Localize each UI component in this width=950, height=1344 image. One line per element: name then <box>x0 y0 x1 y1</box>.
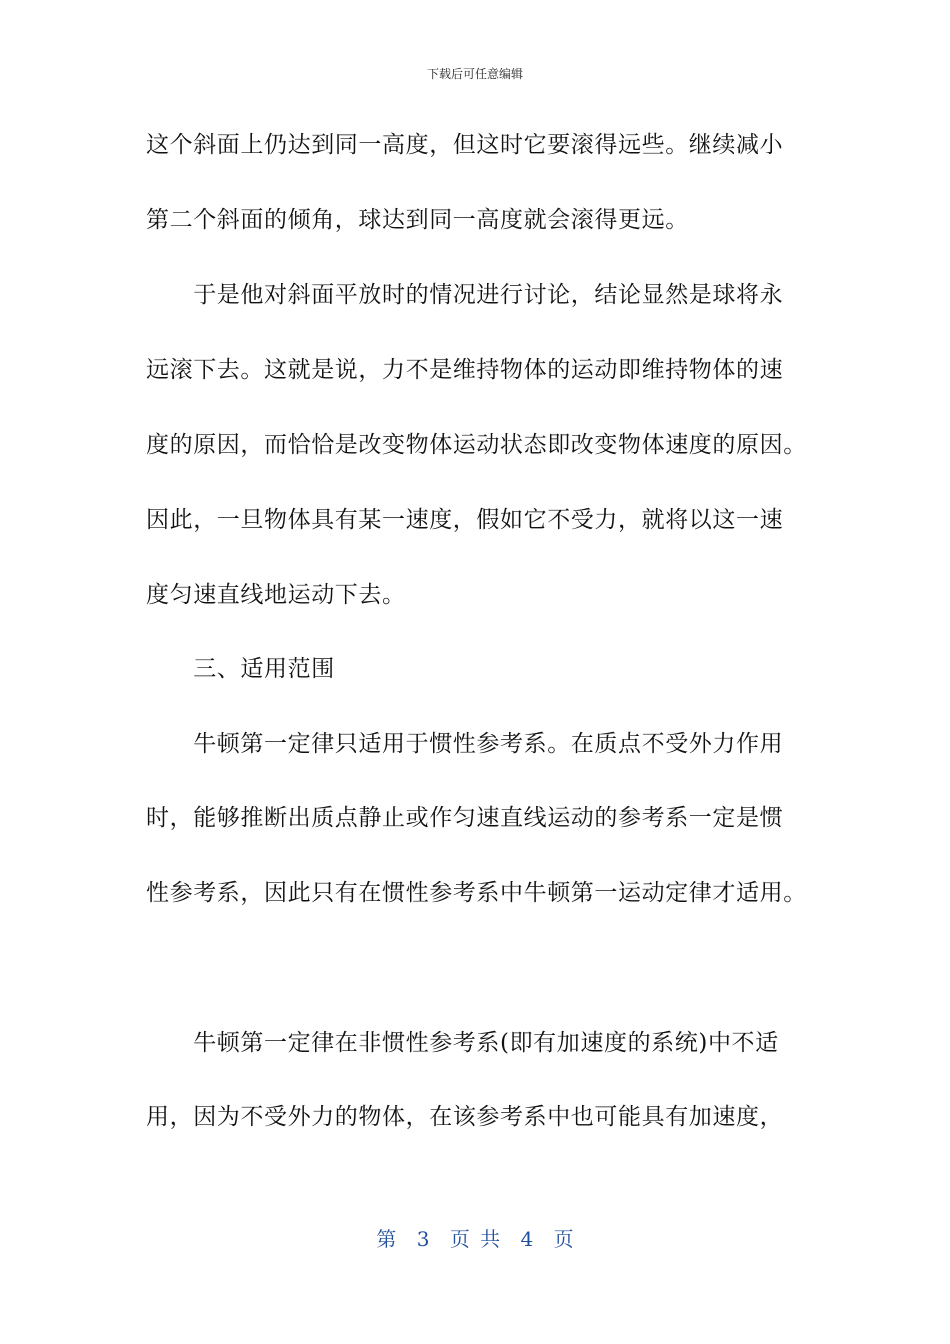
text-line: 因此，一旦物体具有某一速度，假如它不受力，就将以这一速 <box>146 507 784 533</box>
text-line: 时，能够推断出质点静止或作匀速直线运动的参考系一定是惯 <box>146 805 784 831</box>
text-line: 度匀速直线地运动下去。 <box>146 582 406 608</box>
section-heading: 三、适用范围 <box>146 656 335 682</box>
footer-prefix: 第 <box>376 1227 397 1251</box>
text-line: 远滚下去。这就是说，力不是维持物体的运动即维持物体的速 <box>146 357 784 383</box>
page-header: 下载后可任意编辑 <box>426 67 523 81</box>
footer-suffix: 页 <box>553 1227 574 1251</box>
paragraph-line: 牛顿第一定律在非惯性参考系(即有加速度的系统)中不适 <box>146 1030 779 1056</box>
paragraph-line: 牛顿第一定律只适用于惯性参考系。在质点不受外力作用 <box>146 731 784 757</box>
text-line: 这个斜面上仍达到同一高度，但这时它要滚得远些。继续减小 <box>146 132 784 158</box>
paragraph-line: 于是他对斜面平放时的情况进行讨论，结论显然是球将永 <box>146 282 784 308</box>
text-line: 用，因为不受外力的物体，在该参考系中也可能具有加速度， <box>146 1104 784 1130</box>
current-page-number: 3 <box>416 1227 430 1251</box>
footer-middle: 页 共 <box>449 1227 501 1251</box>
text-line: 度的原因，而恰恰是改变物体运动状态即改变物体速度的原因。 <box>146 432 807 458</box>
page-footer <box>0 1226 950 1252</box>
text-line: 性参考系，因此只有在惯性参考系中牛顿第一运动定律才适用。 <box>146 880 807 906</box>
total-pages-number: 4 <box>520 1227 534 1251</box>
text-line: 第二个斜面的倾角，球达到同一高度就会滚得更远。 <box>146 207 689 233</box>
